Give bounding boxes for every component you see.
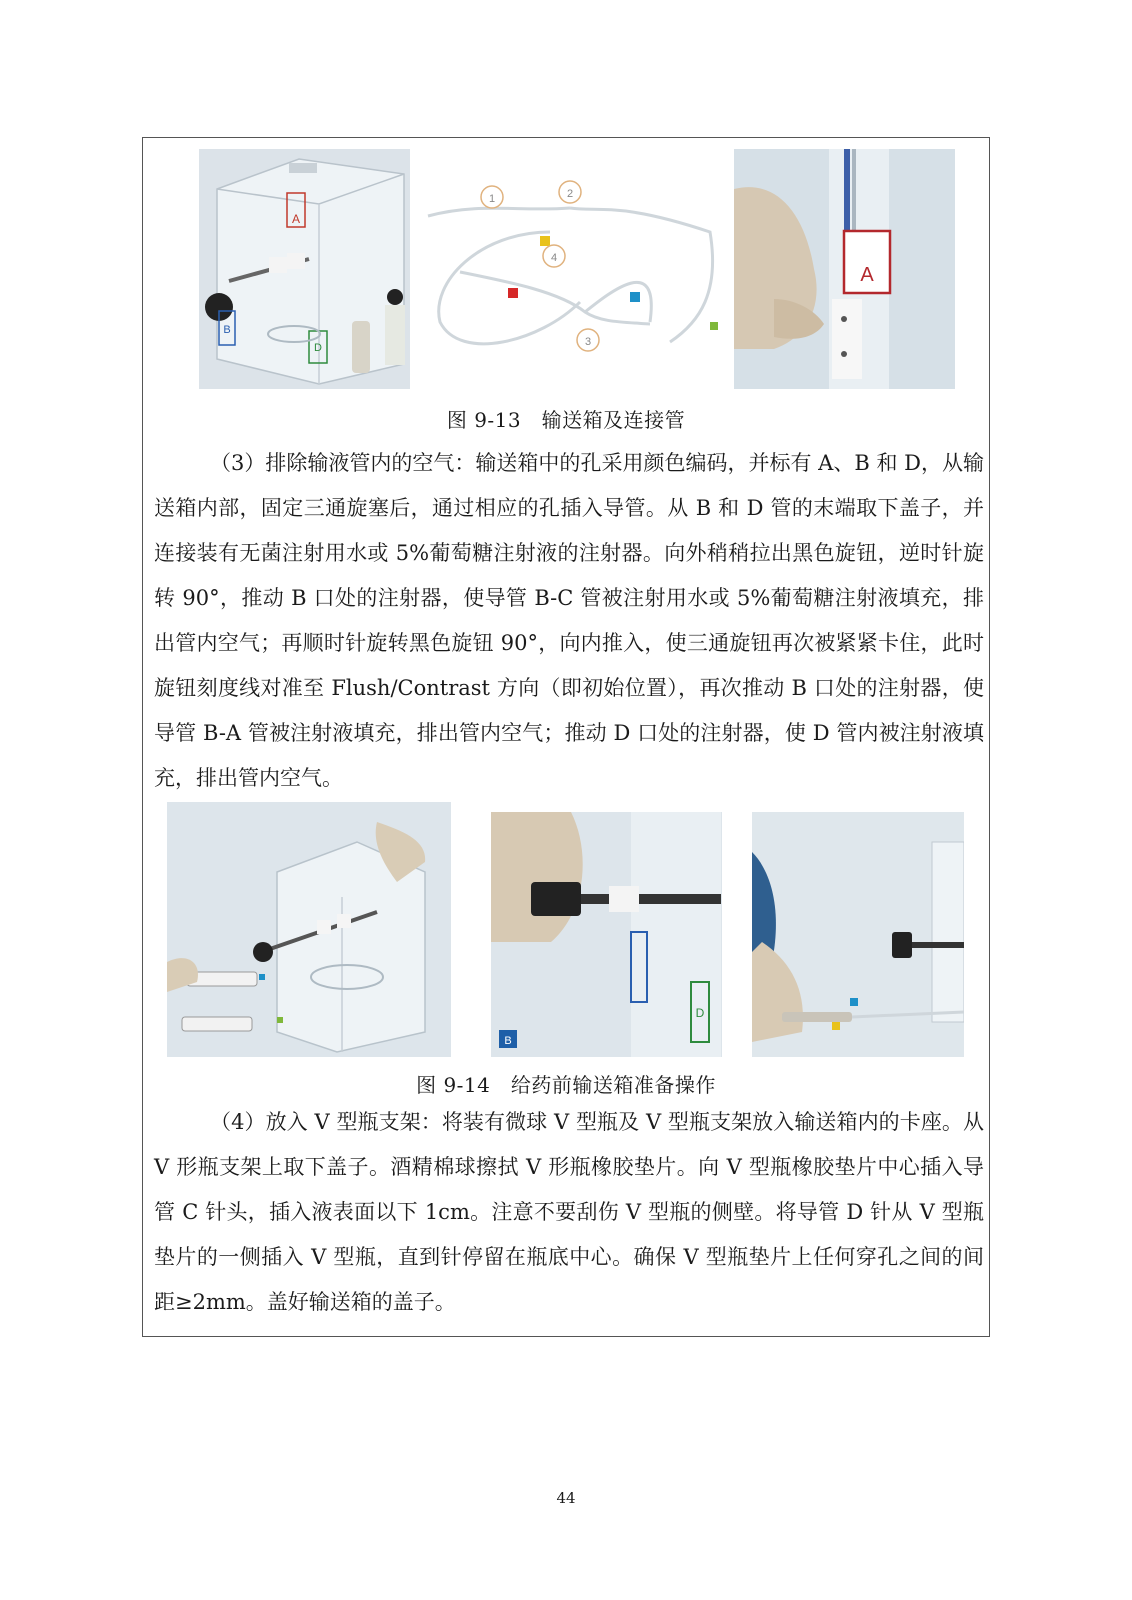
figure-9-13-photo-delivery-box — [199, 149, 410, 389]
step-4-paragraph: （4）放入 V 型瓶支架：将装有微球 V 型瓶及 V 型瓶支架放入输送箱内的卡座。从 V 形瓶支架上取下盖子。酒精棉球擦拭 V 形瓶橡胶垫片。向 V 型瓶橡胶垫片中心插入导管 C 针头，插入液表面以下 1cm。注意不要刮伤 V 型瓶的侧壁。将导管 D 针从 V 型瓶垫片的一侧插入 V 型瓶，直到针停留在瓶底中心。确保 V 型瓶垫片上任何穿孔之间的间距≥2mm。盖好输送箱的盖子。 — [154, 1110, 985, 1314]
callout-3: 3 — [584, 336, 592, 348]
label-d: D — [314, 342, 322, 354]
label-a: A — [291, 212, 301, 226]
step-3-paragraph: （3）排除输液管内的空气：输送箱中的孔采用颜色编码，并标有 A、B 和 D，从输送箱内部，固定三通旋塞后，通过相应的孔插入导管。从 B 和 D 管的末端取下盖子，并连接装有无菌注射用水或 5%葡萄糖注射液的注射器。向外稍稍拉出黑色旋钮，逆时针旋转 90°，推动 B 口处的注射器，使导管 B-C 管被注射用水或 5%葡萄糖注射液填充，排出管内空气；再顺时针旋转黑色旋钮 90°，向内推入，使三通旋钮再次被紧紧卡住，此时旋钮刻度线对准至 Flush/Contrast 方向（即初始位置），再次推动 B 口处的注射器，使导管 B-A 管被注射液填充，排出管内空气；推动 D 口处的注射器，使 D 管内被注射液填充，排出管内空气。 — [154, 451, 984, 790]
callout-2: 2 — [566, 188, 574, 200]
label-b: B — [223, 324, 231, 336]
figure-9-14-caption: 图 9-14 给药前输送箱准备操作 — [416, 1073, 716, 1097]
callout-4: 4 — [550, 252, 558, 264]
figure-9-14-photo-connect — [752, 812, 964, 1057]
page-number: 44 — [556, 1489, 576, 1507]
figure-9-14-photo-syringes — [167, 802, 451, 1057]
figure-9-13-photo-connection-tubes — [420, 172, 724, 372]
figure-9-13-caption: 图 9-13 输送箱及连接管 — [446, 408, 686, 432]
label-b: B — [504, 1035, 512, 1047]
label-a: A — [860, 264, 874, 286]
label-d: D — [695, 1006, 705, 1020]
figure-9-14-photo-knob — [491, 812, 722, 1057]
callout-1: 1 — [488, 193, 496, 205]
figure-9-13-photo-port-a — [734, 149, 955, 389]
